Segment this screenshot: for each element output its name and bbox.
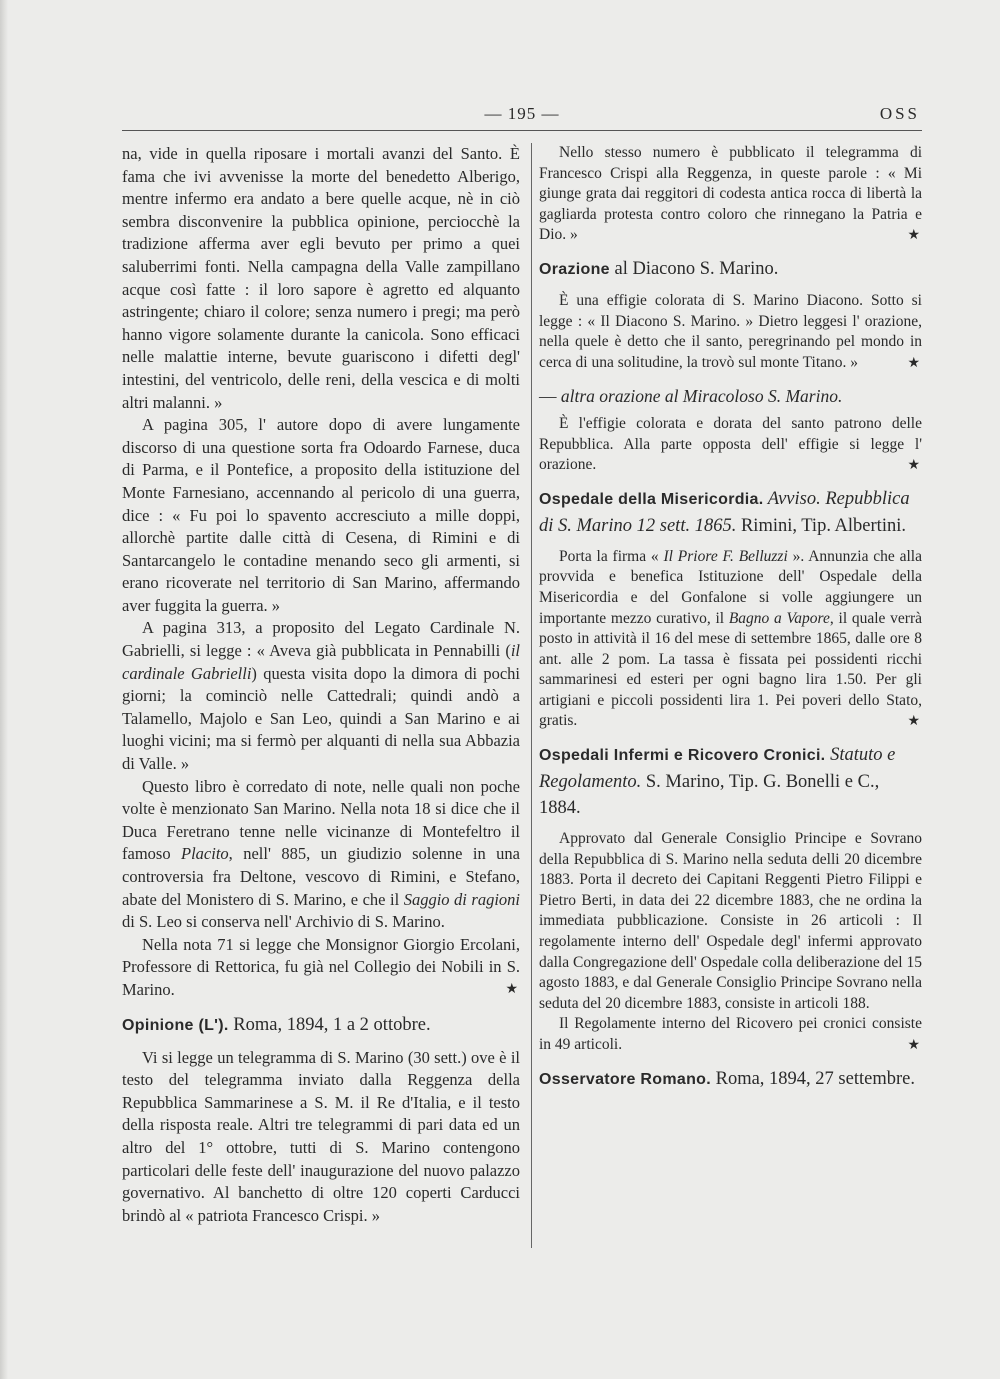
text: Il Regolamente interno del Ricovero pei cronici consiste in 49 articoli. (539, 1015, 922, 1053)
page-header (122, 104, 922, 128)
star-icon: ★ (907, 714, 920, 730)
entry-title-orazione (539, 256, 922, 283)
italic-text: Saggio di ragioni (403, 889, 521, 909)
paragraph-r5: Approvato dal Generale Consiglio Principe e Sovrano della Repubblica di S. Marino nella seduta delli 20 dicembre 1883. Porta il decreto dei Capitani Reggenti Pietro Filippi e Pietro Berti, in data dei 22 dicembre 1883, che ne ordina la immediata pubblicazione. Consiste in 26 articoli : Il regolamente interno dell' Ospedale degl' infermi approvato dalla Congregazione dell' Ospedale colla deliberazione del 15 agosto 1883, e dal Generale Consiglio Principe Sovrano nella seduta del 20 dicembre 1883, consiste in articoli 188. (539, 830, 922, 1012)
entry-block-3 (539, 414, 922, 476)
entry-org: Osservatore Romano. (539, 1070, 711, 1088)
right-column (539, 143, 922, 1101)
italic-text: Bagno a Vapore (728, 609, 830, 627)
text: ) questa visita dopo la dimora di pochi giorni; la cominciò nelle Cattedrali; quindi andò a Talamello, Majolo e San Leo, quindi a San Marino e ai luoghi vicini; ma si fermò per alquanti di nella sua Abbazia di Valle. » (122, 663, 521, 774)
entry-org: Ospedale della Misericordia. (539, 490, 764, 508)
paragraph-r6 (539, 1014, 922, 1055)
entry-block-5 (539, 829, 922, 1056)
italic-text: il cardinale Gabrielli (122, 641, 520, 683)
text: È una effigie colorata di S. Marino Diacono. Sotto si legge : « Il Diacono S. Marino. » Dietro leggesi l' orazione, nella quele è detto che il santo, peregrinando pel mondo in cerca di una solitudine, la trovò sul monte Titano. » (539, 291, 922, 371)
paragraph-3 (122, 617, 520, 775)
star-icon: ★ (907, 355, 920, 371)
text: Porta la firma « (559, 547, 664, 565)
paragraph-2: A pagina 305, l' autore dopo di avere lungamente discorso di una questione sorta fra Odoardo Farnese, duca di Parma, e il Pontefice, a proposito della istituzione del Monte Farnesiano, accennando al pericolo di una guerra, dice : « Fu poi lo spavento accresciuto a mille doppi, allorchè partite dalle città di Cesena, di Rimini e di Santarcangelo le contadine menando seco gli armenti, si erano ricoverate nel territorio di San Marino, affermando aver fuggita la guerra. » (122, 415, 520, 615)
text: A pagina 313, a proposito del Legato Cardinale N. Gabrielli, si legge : « Aveva già pubblicata in Pennabilli ( (122, 618, 520, 661)
paragraph-4 (122, 776, 520, 934)
entry-block-1 (539, 143, 922, 246)
entry-details: Rimini, Tip. Albertini. (736, 515, 906, 536)
running-head: OSS (879, 104, 920, 123)
star-icon: ★ (505, 981, 518, 997)
entry-title-ospedale (539, 486, 922, 539)
entry-details: S. Marino, Tip. G. Bonelli e C., 1884. (539, 772, 880, 819)
italic-details: Avviso. Repubblica di S. Marino 12 sett. 1865. (539, 488, 910, 536)
paragraph-r1 (539, 143, 922, 246)
entry-details: Roma, 1894, 27 settembre. (710, 1068, 915, 1089)
text: È l'effigie colorata e dorata del santo patrono delle Repubblica. Alla parte opposta dell' effigie si legge l' orazione. (539, 414, 922, 474)
paragraph-6: Vi si legge un telegramma di S. Marino (30 sett.) ove è il testo del telegramma inviato dalla Reggenza della Repubblica Sammarinese a S. M. il Re d'Italia, e il testo della risposta reale. Altri tre telegrammi di pari data ed un altro del 1° ottobre, tutti di S. Marino contengono particolari delle feste dell' inaugurazione del nuovo palazzo governativo. Al banchetto di oltre 120 coperti Carducci brindò al « patriota Francesco Crispi. » (122, 1047, 520, 1225)
paragraph-1: na, vide in quella riposare i mortali avanzi del Santo. È fama che ivi avvenisse la morte del benedetto Alberigo, mentre infermo era andato a bere quelle acque, nè in ciò sembra disconvenire la pubblica opinione, perciocchè la tradizione afferma aver egli bevuto per primo a quei saluberrimi fonti. Nella campagna della Valle zampillano acque così fatte : il loro sapore è agretto ed alquanto astringente; chiaro il colore; senza numero i pregi; ma però hanno vigore solamente durante la canicola. Sono efficaci nelle malattie interne, bevute guariscono i difetti degl' intestini, del ventricolo, delle reni, della vescica e di molti altri malanni. » (122, 144, 520, 412)
italic-details: Statuto e Regolamento. (539, 745, 896, 793)
italic-text: Il Priore F. Belluzzi (663, 547, 788, 565)
text: di S. Leo si conserva nell' Archivio di S. Marino. (122, 912, 445, 932)
italic-title: altra orazione al Miracoloso S. Marino. (560, 386, 843, 407)
text: Nello stesso numero è pubblicato il telegramma di Francesco Crispi alla Reggenza, in queste parole : « Mi giunge grata dai reggitori di codesta antica rocca di libertà la gagliarda protesta contro coloro che rinnegano la Patria e Dio. » (539, 144, 922, 244)
entry-org: Opinione (L'). (122, 1016, 229, 1034)
entry-org: Ospedali Infermi e Ricovero Cronici. (539, 747, 826, 765)
italic-text: Placito (181, 844, 229, 864)
entry-title-opinione (122, 1012, 520, 1039)
text: Questo libro è corredato di note, nelle quali non poche volte è menzionato San Marino. Nella nota 18 si dice che il Duca Feretrano tenne nelle vicinanze di Montefeltro il famoso (122, 776, 520, 864)
dash: — (539, 386, 561, 407)
text: Nella nota 71 si legge che Monsignor Giorgio Ercolani, Professore di Rettorica, fu già nel Collegio dei Nobili in S. Marino. (122, 934, 520, 999)
text: , il quale verrà posto in attività il 16 del mese di settembre 1865, dalle ore 8 ant. alle 2 pom. La tassa è fissata pei possidenti ricchi sammarinesi ed esteri per ogni bagno lira 1.50. Per gli artigiani e piccoli possidenti lira 1. Pei poveri dello Stato, gratis. (539, 609, 923, 730)
paragraph-5 (122, 934, 520, 1002)
entry-details: al Diacono S. Marino. (609, 258, 779, 279)
text: , nell' 885, un giudizio solenne in una controversia fra Deltone, vescovo di Rimini, e Stefano, abate del Monistero di S. Marino, e che il (122, 844, 520, 909)
entry-block-4 (539, 547, 922, 732)
entry-block-2 (539, 291, 922, 373)
column-divider (531, 143, 532, 1248)
text: ». Annunzia che alla provvida e benefica Istituzione dell' Ospedale della Misericordia e del Gonfalone si volle aggiungere un importante mezzo curativo, il (539, 547, 922, 627)
entry-title-altra-orazione (539, 385, 922, 408)
star-icon: ★ (907, 1038, 920, 1053)
star-icon: ★ (907, 228, 920, 244)
entry-title-osservatore (539, 1066, 922, 1093)
entry-details: Roma, 1894, 1 a 2 ottobre. (228, 1014, 431, 1035)
paragraph-r3 (539, 414, 922, 476)
left-column (122, 143, 520, 1227)
page-edge (0, 0, 8, 1379)
paragraph-r4 (539, 547, 922, 732)
star-icon: ★ (907, 458, 920, 474)
entry-org: Orazione (539, 260, 610, 278)
header-rule (122, 130, 922, 131)
entry-title-ospedali (539, 742, 922, 821)
page-number: — 195 — (484, 104, 560, 123)
paragraph-r2 (539, 291, 922, 373)
